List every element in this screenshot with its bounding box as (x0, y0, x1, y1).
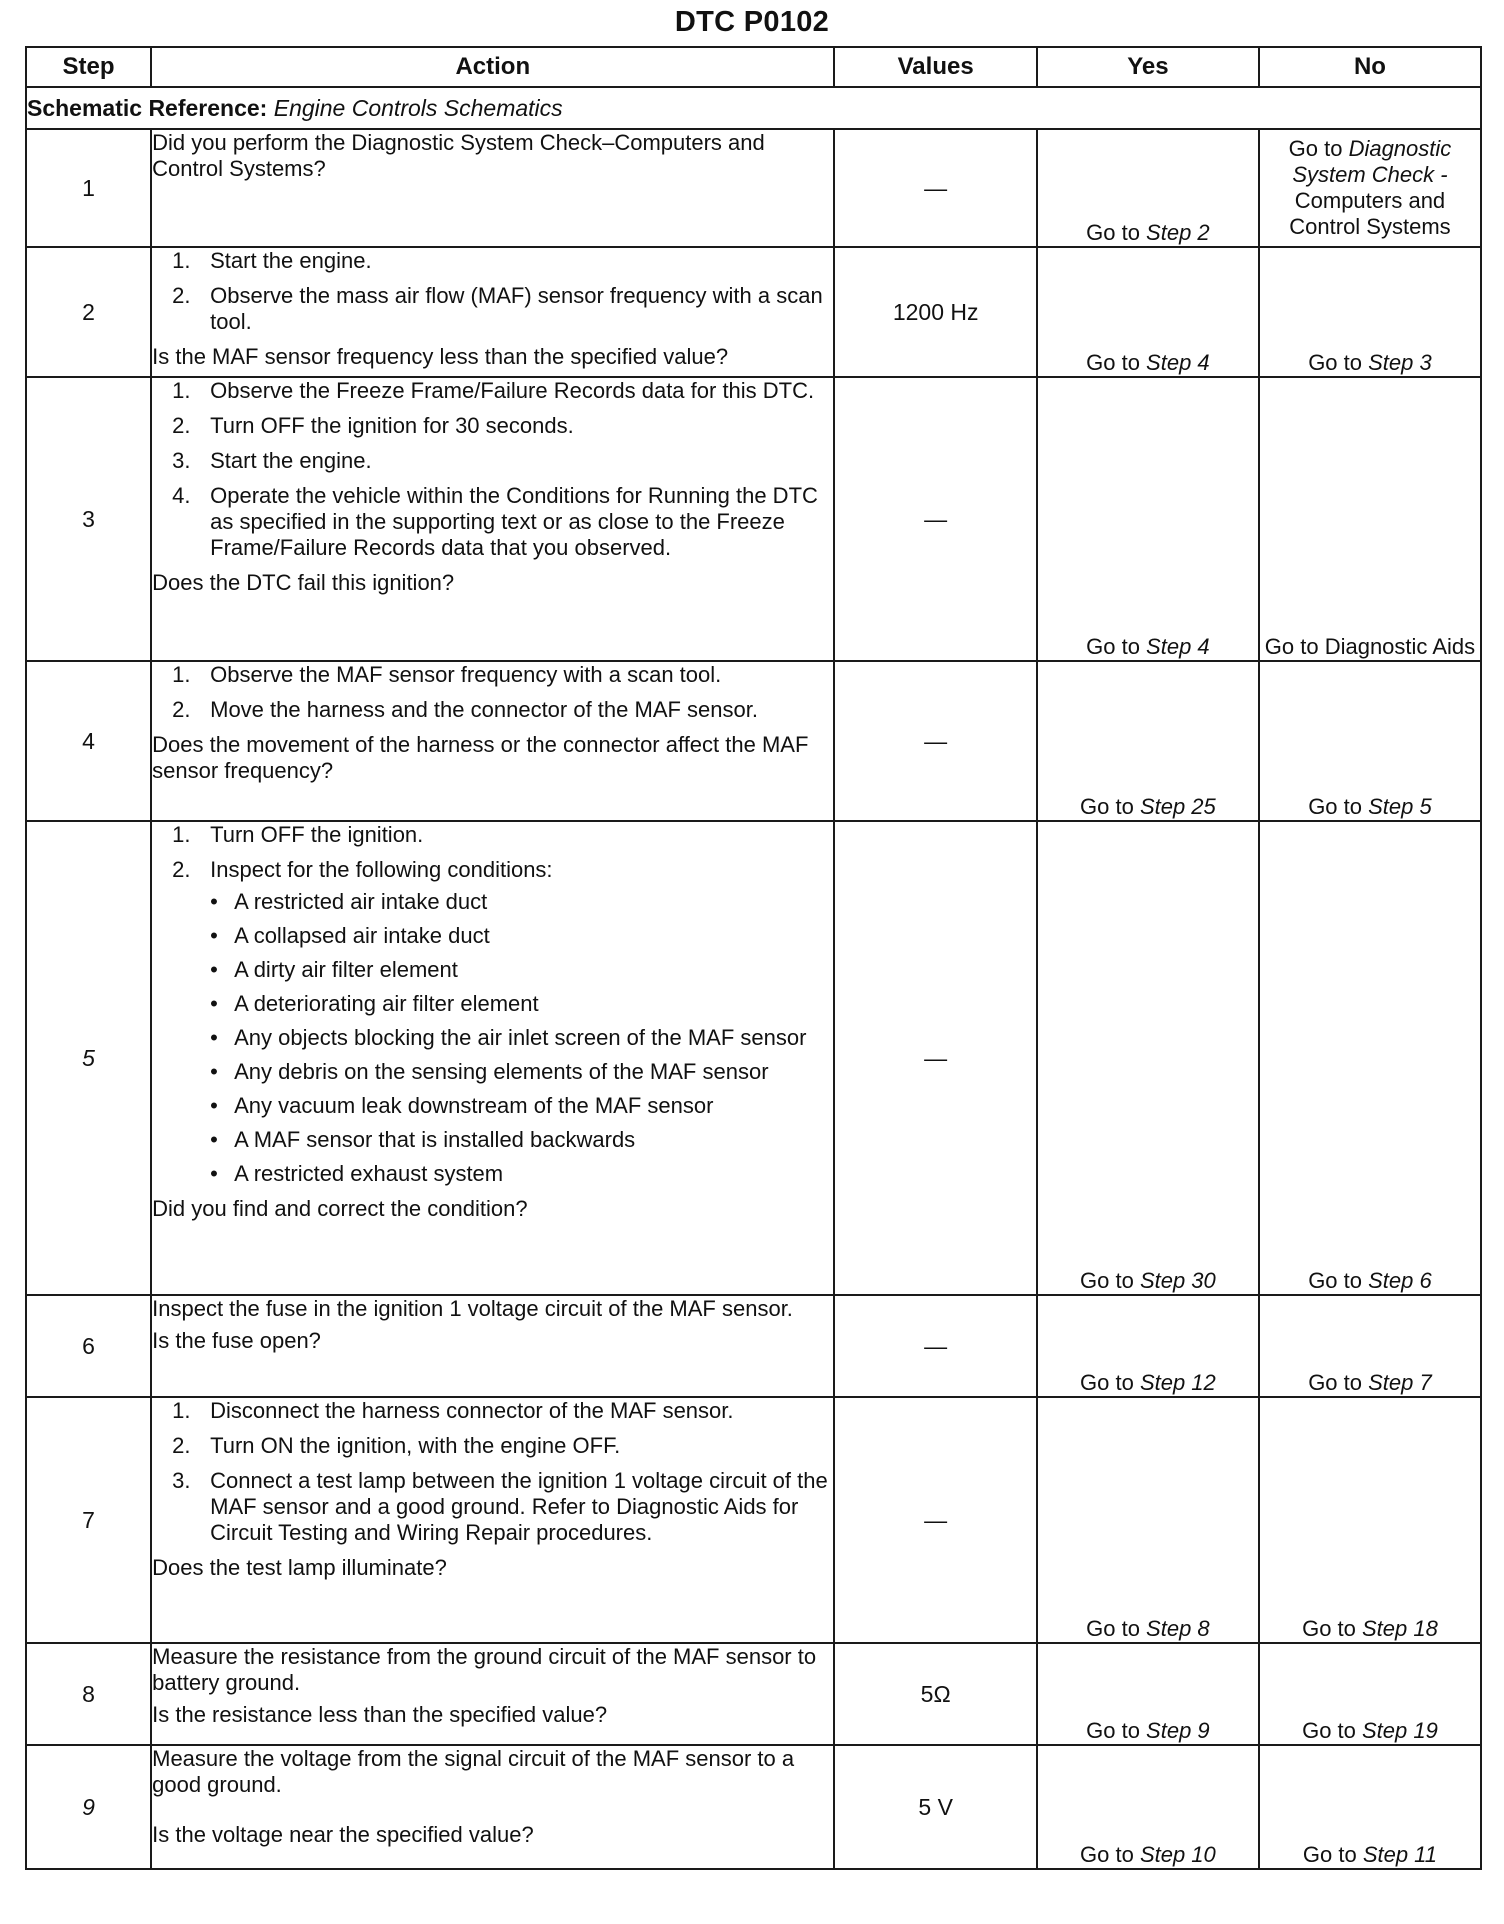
list-item: • Any debris on the sensing elements of the MAF sensor (198, 1059, 833, 1085)
column-header-yes: Yes (1037, 47, 1259, 87)
step-number: 8 (26, 1643, 151, 1745)
step-number: 1 (26, 129, 151, 247)
schematic-reference-label: Schematic Reference: (27, 95, 268, 121)
step-number: 9 (26, 1745, 151, 1869)
action-step: 1. Observe the Freeze Frame/Failure Records data for this DTC. (172, 378, 815, 403)
no-cell (1259, 129, 1481, 247)
value-cell: — (834, 821, 1036, 1295)
action-steps (152, 822, 833, 1187)
action-text: Did you perform the Diagnostic System Check–Computers and Control Systems? (152, 130, 765, 181)
action-step: 3. Connect a test lamp between the ignition 1 voltage circuit of the MAF sensor and a good ground. Refer to Diagnostic Aids for Circuit Testing and Wiring Repair procedures. (172, 1468, 828, 1545)
step-number: 6 (26, 1295, 151, 1397)
yes-cell: Go to Step 9 (1037, 1643, 1259, 1745)
value-cell: — (834, 661, 1036, 821)
action-steps (152, 248, 833, 335)
table-header-row (26, 47, 1481, 87)
action-step: 4. Operate the vehicle within the Conditions for Running the DTC as specified in the supporting text or as close to the Freeze Frame/Failure Records data that you observed. (172, 483, 818, 560)
action-steps (152, 1398, 833, 1546)
action-step: 1. Turn OFF the ignition. (172, 822, 424, 847)
step-number: 4 (26, 661, 151, 821)
no-prefix: Go to (1288, 136, 1349, 161)
schematic-reference (26, 87, 1481, 129)
yes-cell: Go to Step 30 (1037, 821, 1259, 1295)
no-cell: Go to Step 11 (1259, 1745, 1481, 1869)
table-row (26, 661, 1481, 821)
column-header-step: Step (26, 47, 151, 87)
action-cell (151, 1397, 834, 1643)
action-step: 2. Turn OFF the ignition for 30 seconds. (172, 413, 574, 438)
list-item: • A deteriorating air filter element (198, 991, 833, 1017)
schematic-reference-value: Engine Controls Schematics (273, 95, 563, 121)
yes-cell: Go to Step 12 (1037, 1295, 1259, 1397)
value-cell: — (834, 129, 1036, 247)
action-cell (151, 1643, 834, 1745)
action-step: 1. Disconnect the harness connector of the MAF sensor. (172, 1398, 734, 1423)
table-row (26, 377, 1481, 661)
column-header-values: Values (834, 47, 1036, 87)
page-title: DTC P0102 (674, 6, 830, 38)
action-cell (151, 661, 834, 821)
yes-cell: Go to Step 8 (1037, 1397, 1259, 1643)
schematic-reference-row (26, 87, 1481, 129)
action-question: Does the test lamp illuminate? (152, 1555, 447, 1580)
action-step: 3. Start the engine. (172, 448, 372, 473)
list-item: • A restricted exhaust system (198, 1161, 833, 1187)
value-cell: 5 V (834, 1745, 1036, 1869)
action-step: 2. Inspect for the following conditions: • A restricted air intake duct • A collapsed air intake duct • A dirty air filter element • A deteriorating air filter element • Any objects blocking the air inlet screen of the MAF sensor • Any debris on the sensing elements of the MAF sensor • Any vacuum leak downstream of the MAF sensor • A MAF sensor that is installed backwards • A restricted exhaust system (152, 857, 833, 1187)
list-item: • A restricted air intake duct (198, 889, 833, 915)
list-item: • Any objects blocking the air inlet screen of the MAF sensor (198, 1025, 833, 1051)
action-text: Measure the voltage from the signal circuit of the MAF sensor to a good ground. (152, 1746, 795, 1797)
yes-cell: Go to Step 10 (1037, 1745, 1259, 1869)
no-cell: Go to Step 7 (1259, 1295, 1481, 1397)
action-question: Does the movement of the harness or the connector affect the MAF sensor frequency? (152, 732, 809, 783)
no-cell: Go to Step 18 (1259, 1397, 1481, 1643)
column-header-action: Action (151, 47, 834, 87)
list-item: • A dirty air filter element (198, 957, 833, 983)
yes-target: Step 2 (1146, 220, 1210, 245)
table-row (26, 247, 1481, 377)
value-cell: — (834, 1397, 1036, 1643)
step-number: 5 (26, 821, 151, 1295)
action-cell (151, 1295, 834, 1397)
no-cell: Go to Step 5 (1259, 661, 1481, 821)
condition-list (198, 889, 833, 1187)
no-suffix: Computers and Control Systems (1289, 188, 1451, 239)
action-cell (151, 377, 834, 661)
list-item: • A collapsed air intake duct (198, 923, 833, 949)
action-step: 1. Start the engine. (172, 248, 372, 273)
action-question: Is the fuse open? (152, 1328, 321, 1353)
column-header-no: No (1259, 47, 1481, 87)
no-target: Diagnostic System Check - (1292, 136, 1452, 187)
action-question: Is the resistance less than the specified value? (152, 1702, 608, 1727)
value-cell: — (834, 377, 1036, 661)
action-question: Is the voltage near the specified value? (152, 1822, 534, 1847)
table-row (26, 129, 1481, 247)
table-row (26, 1295, 1481, 1397)
table-row (26, 1745, 1481, 1869)
yes-cell: Go to Step 4 (1037, 377, 1259, 661)
table-row (26, 1643, 1481, 1745)
action-question: Is the MAF sensor frequency less than the specified value? (152, 344, 729, 369)
value-cell: 1200 Hz (834, 247, 1036, 377)
no-cell: Go to Step 6 (1259, 821, 1481, 1295)
action-cell (151, 247, 834, 377)
step-number: 7 (26, 1397, 151, 1643)
action-steps (152, 662, 833, 723)
yes-cell: Go to Step 25 (1037, 661, 1259, 821)
action-step: 1. Observe the MAF sensor frequency with a scan tool. (172, 662, 722, 687)
no-cell: Go to Step 3 (1259, 247, 1481, 377)
list-item: • A MAF sensor that is installed backwards (198, 1127, 833, 1153)
action-step: 2. Move the harness and the connector of the MAF sensor. (172, 697, 758, 722)
action-question: Does the DTC fail this ignition? (152, 570, 455, 595)
step-number: 2 (26, 247, 151, 377)
table-row (26, 1397, 1481, 1643)
yes-cell: Go to Step 4 (1037, 247, 1259, 377)
no-cell: Go to Step 19 (1259, 1643, 1481, 1745)
diagnostic-table (25, 46, 1482, 1870)
yes-cell (1037, 129, 1259, 247)
yes-prefix: Go to (1086, 220, 1147, 245)
action-text: Measure the resistance from the ground circuit of the MAF sensor to battery ground. (152, 1644, 817, 1695)
action-step: 2. Observe the mass air flow (MAF) sensor frequency with a scan tool. (172, 283, 823, 334)
action-steps (152, 378, 833, 561)
value-cell: 5Ω (834, 1643, 1036, 1745)
action-cell (151, 1745, 834, 1869)
action-cell (151, 129, 834, 247)
action-cell (151, 821, 834, 1295)
action-text: Inspect the fuse in the ignition 1 voltage circuit of the MAF sensor. (152, 1296, 793, 1321)
value-cell: — (834, 1295, 1036, 1397)
action-step: 2. Turn ON the ignition, with the engine OFF. (172, 1433, 621, 1458)
table-row (26, 821, 1481, 1295)
action-question: Did you find and correct the condition? (152, 1196, 528, 1221)
list-item: • Any vacuum leak downstream of the MAF sensor (198, 1093, 833, 1119)
no-cell: Go to Diagnostic Aids (1259, 377, 1481, 661)
step-number: 3 (26, 377, 151, 661)
